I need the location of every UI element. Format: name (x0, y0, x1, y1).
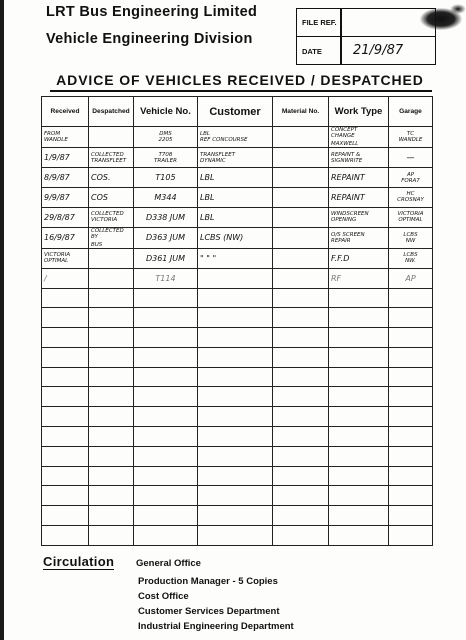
work-type-cell (329, 268, 389, 288)
empty-table-row (42, 466, 433, 486)
received-cell (42, 227, 89, 248)
empty-cell (134, 347, 198, 367)
empty-cell (89, 446, 134, 466)
circulation-recipient: Industrial Engineering Department (138, 621, 294, 632)
empty-cell (198, 308, 273, 328)
garage-cell (389, 249, 433, 269)
cell-text-line: T114 (155, 273, 176, 283)
cell-text-line: DYNAMIC (200, 157, 226, 164)
cell-text-line: COS. (91, 173, 111, 183)
empty-cell (389, 347, 433, 367)
cell-text-line: D338 JUM (145, 212, 186, 222)
vehicle-cell (134, 227, 198, 248)
empty-cell (273, 347, 329, 367)
work-type-cell (329, 207, 389, 227)
cell-text-line: 1/9/87 (44, 153, 70, 163)
column-header-material: Material No. (273, 97, 329, 127)
empty-cell (273, 506, 329, 526)
cell-text-line: WINDSCREEN (331, 211, 369, 218)
cell-text-line: LCBS (403, 231, 418, 238)
cell-text-line: CHANGE (331, 133, 355, 140)
table-row (42, 127, 433, 148)
form-title-rule (50, 90, 432, 92)
table-row (42, 268, 433, 288)
cell-text-line: HC (406, 191, 415, 198)
garage-cell (389, 127, 433, 148)
vehicle-cell (134, 249, 198, 269)
empty-cell (198, 347, 273, 367)
cell-text-line: VICTORIA (44, 252, 71, 259)
empty-cell (134, 387, 198, 407)
circulation-recipient: Cost Office (138, 591, 189, 602)
customer-cell (198, 127, 273, 148)
despatched-cell (89, 148, 134, 168)
empty-cell (329, 427, 389, 447)
empty-cell (198, 328, 273, 348)
circulation-recipient: Production Manager - 5 Copies (138, 576, 278, 587)
empty-cell (198, 427, 273, 447)
empty-cell (273, 288, 329, 308)
cell-text-line: COLLECTED (91, 227, 124, 234)
empty-cell (89, 466, 134, 486)
cell-text-line: 8/9/87 (44, 173, 70, 183)
empty-table-row (42, 525, 433, 545)
empty-cell (198, 486, 273, 506)
vehicle-log-table (41, 96, 433, 546)
empty-table-row (42, 347, 433, 367)
work-type-cell (329, 148, 389, 168)
cell-text-line: NW. (405, 258, 416, 265)
cell-text-line: NW (405, 237, 416, 244)
cell-text-line: DMS (159, 131, 172, 138)
cell-text-line: COS (91, 192, 108, 202)
empty-cell (89, 506, 134, 526)
empty-table-row (42, 288, 433, 308)
empty-cell (389, 506, 433, 526)
empty-cell (198, 506, 273, 526)
cell-text-line: OPTIMAL (398, 217, 423, 224)
division-name: Vehicle Engineering Division (46, 31, 253, 47)
cell-text-line: 16/9/87 (44, 233, 75, 243)
form-title: ADVICE OF VEHICLES RECEIVED / DESPATCHED (56, 72, 424, 88)
cell-text-line: LBL (200, 173, 215, 183)
empty-cell (273, 486, 329, 506)
cell-text-line: D363 JUM (145, 233, 186, 243)
table-row (42, 168, 433, 188)
empty-cell (329, 387, 389, 407)
empty-cell (273, 367, 329, 387)
received-cell (42, 148, 89, 168)
material-cell (273, 249, 329, 269)
cell-text-line: LCBS (NW) (200, 233, 244, 243)
customer-cell (198, 268, 273, 288)
cell-text-line: 9/9/87 (44, 192, 70, 202)
cell-text-line: TRAILER (154, 157, 177, 164)
empty-cell (198, 288, 273, 308)
cell-text-line: REPAIR (331, 237, 351, 244)
despatched-cell (89, 227, 134, 248)
work-type-cell (329, 227, 389, 248)
customer-cell (198, 249, 273, 269)
empty-cell (329, 466, 389, 486)
table-row (42, 207, 433, 227)
vehicle-cell (134, 148, 198, 168)
cell-text-line: CONCEPT (331, 127, 358, 134)
empty-cell (42, 308, 89, 328)
empty-cell (42, 446, 89, 466)
empty-cell (389, 427, 433, 447)
customer-cell (198, 227, 273, 248)
garage-cell (389, 168, 433, 188)
empty-cell (134, 446, 198, 466)
reference-box-divider (340, 9, 342, 64)
empty-cell (389, 288, 433, 308)
empty-cell (42, 427, 89, 447)
empty-cell (389, 446, 433, 466)
vehicle-cell (134, 268, 198, 288)
material-cell (273, 148, 329, 168)
date-value: 21/9/87 (353, 43, 404, 58)
empty-cell (198, 466, 273, 486)
empty-cell (389, 308, 433, 328)
circulation-label: Circulation (43, 554, 115, 569)
column-header-customer: Customer (198, 97, 273, 127)
empty-table-row (42, 328, 433, 348)
despatched-cell (89, 207, 134, 227)
ink-smudge-small (450, 4, 466, 14)
garage-cell (389, 207, 433, 227)
table-body (42, 127, 433, 546)
empty-cell (42, 288, 89, 308)
material-cell (273, 188, 329, 208)
received-cell (42, 207, 89, 227)
empty-cell (42, 347, 89, 367)
cell-text-line: FROM (44, 131, 61, 138)
reference-box (296, 8, 436, 65)
empty-cell (134, 427, 198, 447)
despatched-cell (89, 127, 134, 148)
cell-text-line: 2205 (158, 137, 173, 144)
cell-text-line: RF (331, 273, 342, 283)
empty-table-row (42, 308, 433, 328)
material-cell (273, 268, 329, 288)
cell-text-line: TRANSFLEET (91, 157, 127, 164)
cell-text-line: VICTORIA (397, 211, 424, 218)
cell-text-line: 29/8/87 (44, 212, 75, 222)
cell-text-line: AP (406, 171, 415, 178)
cell-text-line: REPAINT & (331, 151, 361, 158)
material-cell (273, 168, 329, 188)
cell-text-line: O/S SCREEN (331, 231, 365, 238)
empty-table-row (42, 407, 433, 427)
received-cell (42, 268, 89, 288)
empty-cell (273, 427, 329, 447)
empty-cell (273, 525, 329, 545)
despatched-cell (89, 249, 134, 269)
empty-cell (198, 446, 273, 466)
cell-text-line: T708 (158, 151, 173, 158)
empty-cell (134, 367, 198, 387)
cell-text-line: F.F.D (331, 253, 350, 263)
cell-text-line: COLLECTED (91, 211, 124, 218)
empty-cell (42, 466, 89, 486)
empty-cell (329, 308, 389, 328)
customer-cell (198, 188, 273, 208)
cell-text-line: CROSNAY (397, 197, 424, 204)
despatched-cell (89, 168, 134, 188)
empty-cell (389, 407, 433, 427)
empty-cell (89, 367, 134, 387)
empty-cell (134, 328, 198, 348)
empty-cell (42, 407, 89, 427)
cell-text-line: SIGNWRITE (331, 157, 363, 164)
empty-cell (134, 288, 198, 308)
empty-cell (389, 486, 433, 506)
cell-text-line: COLLECTED (91, 151, 124, 158)
empty-cell (198, 387, 273, 407)
table-row (42, 148, 433, 168)
empty-cell (42, 367, 89, 387)
cell-text-line: AP (405, 273, 416, 283)
work-type-cell (329, 188, 389, 208)
customer-cell (198, 148, 273, 168)
empty-cell (329, 506, 389, 526)
received-cell (42, 168, 89, 188)
empty-cell (89, 347, 134, 367)
cell-text-line: LBL (200, 192, 215, 202)
empty-cell (42, 525, 89, 545)
empty-table-row (42, 387, 433, 407)
work-type-cell (329, 249, 389, 269)
customer-cell (198, 207, 273, 227)
cell-text-line: TC (406, 131, 415, 138)
material-cell (273, 127, 329, 148)
scan-edge (0, 0, 4, 640)
cell-text-line: LCBS (403, 252, 418, 259)
column-header-received: Received (42, 97, 89, 127)
empty-cell (42, 328, 89, 348)
vehicle-cell (134, 168, 198, 188)
column-header-vehicle: Vehicle No. (134, 97, 198, 127)
empty-cell (42, 506, 89, 526)
empty-table-row (42, 427, 433, 447)
empty-cell (329, 367, 389, 387)
empty-cell (329, 525, 389, 545)
empty-cell (389, 367, 433, 387)
vehicle-cell (134, 188, 198, 208)
cell-text-line: OPTIMAL (44, 258, 69, 265)
column-header-garage: Garage (389, 97, 433, 127)
empty-cell (134, 486, 198, 506)
empty-cell (198, 525, 273, 545)
empty-cell (389, 387, 433, 407)
empty-table-row (42, 486, 433, 506)
empty-cell (134, 525, 198, 545)
empty-cell (134, 506, 198, 526)
material-cell (273, 227, 329, 248)
material-cell (273, 207, 329, 227)
empty-cell (134, 308, 198, 328)
cell-text-line: OPENING (331, 217, 357, 224)
cell-text-line: — (406, 153, 415, 163)
garage-cell (389, 227, 433, 248)
cell-text-line: VICTORIA (91, 217, 118, 224)
cell-text-line: LBL (200, 212, 215, 222)
garage-cell (389, 188, 433, 208)
empty-cell (134, 466, 198, 486)
empty-table-row (42, 446, 433, 466)
empty-cell (329, 446, 389, 466)
file-ref-label: FILE REF. (302, 18, 337, 27)
cell-text-line: FORA7 (401, 177, 420, 184)
column-header-despatched: Despatched (89, 97, 134, 127)
company-name: LRT Bus Engineering Limited (46, 4, 258, 20)
cell-text-line: D361 JUM (145, 253, 186, 263)
empty-cell (89, 308, 134, 328)
empty-table-row (42, 367, 433, 387)
cell-text-line: BY (91, 233, 99, 240)
cell-text-line: MAXWELL (331, 141, 359, 148)
empty-cell (389, 466, 433, 486)
empty-cell (389, 328, 433, 348)
customer-cell (198, 168, 273, 188)
empty-cell (42, 486, 89, 506)
table-header-row (42, 97, 433, 127)
cell-text-line: M344 (154, 192, 177, 202)
cell-text-line: BUS (91, 241, 103, 248)
cell-text-line: LBL (200, 131, 210, 138)
cell-text-line: TRANSFLEET (200, 151, 236, 158)
empty-cell (273, 308, 329, 328)
empty-cell (89, 387, 134, 407)
cell-text-line: REPAINT (331, 173, 365, 183)
garage-cell (389, 268, 433, 288)
empty-cell (89, 486, 134, 506)
empty-cell (389, 525, 433, 545)
cell-text-line: " " " (200, 253, 217, 263)
cell-text-line: REPAINT (331, 192, 365, 202)
column-header-work-type: Work Type (329, 97, 389, 127)
table-row (42, 249, 433, 269)
cell-text-line: REF CONCOURSE (200, 137, 248, 144)
cell-text-line: T105 (155, 173, 176, 183)
garage-cell (389, 148, 433, 168)
work-type-cell (329, 168, 389, 188)
empty-cell (273, 407, 329, 427)
cell-text-line: WANDLE (44, 137, 68, 144)
empty-cell (89, 427, 134, 447)
circulation-recipient: Customer Services Department (138, 606, 280, 617)
empty-cell (273, 387, 329, 407)
received-cell (42, 249, 89, 269)
received-cell (42, 127, 89, 148)
empty-cell (273, 446, 329, 466)
empty-cell (42, 387, 89, 407)
circulation-list (138, 574, 294, 634)
date-label: DATE (302, 47, 322, 56)
empty-table-row (42, 506, 433, 526)
circulation-first-recipient: General Office (136, 558, 201, 569)
empty-cell (329, 288, 389, 308)
empty-cell (329, 347, 389, 367)
empty-cell (89, 407, 134, 427)
vehicle-cell (134, 207, 198, 227)
empty-cell (329, 328, 389, 348)
despatched-cell (89, 188, 134, 208)
empty-cell (89, 328, 134, 348)
empty-cell (198, 367, 273, 387)
empty-cell (198, 407, 273, 427)
table-row (42, 188, 433, 208)
empty-cell (89, 525, 134, 545)
empty-cell (273, 328, 329, 348)
empty-cell (329, 407, 389, 427)
table-row (42, 227, 433, 248)
empty-cell (134, 407, 198, 427)
empty-cell (273, 466, 329, 486)
received-cell (42, 188, 89, 208)
despatched-cell (89, 268, 134, 288)
empty-cell (329, 486, 389, 506)
empty-cell (89, 288, 134, 308)
cell-text-line: / (44, 273, 47, 283)
work-type-cell (329, 127, 389, 148)
vehicle-cell (134, 127, 198, 148)
cell-text-line: WANDLE (398, 137, 423, 144)
